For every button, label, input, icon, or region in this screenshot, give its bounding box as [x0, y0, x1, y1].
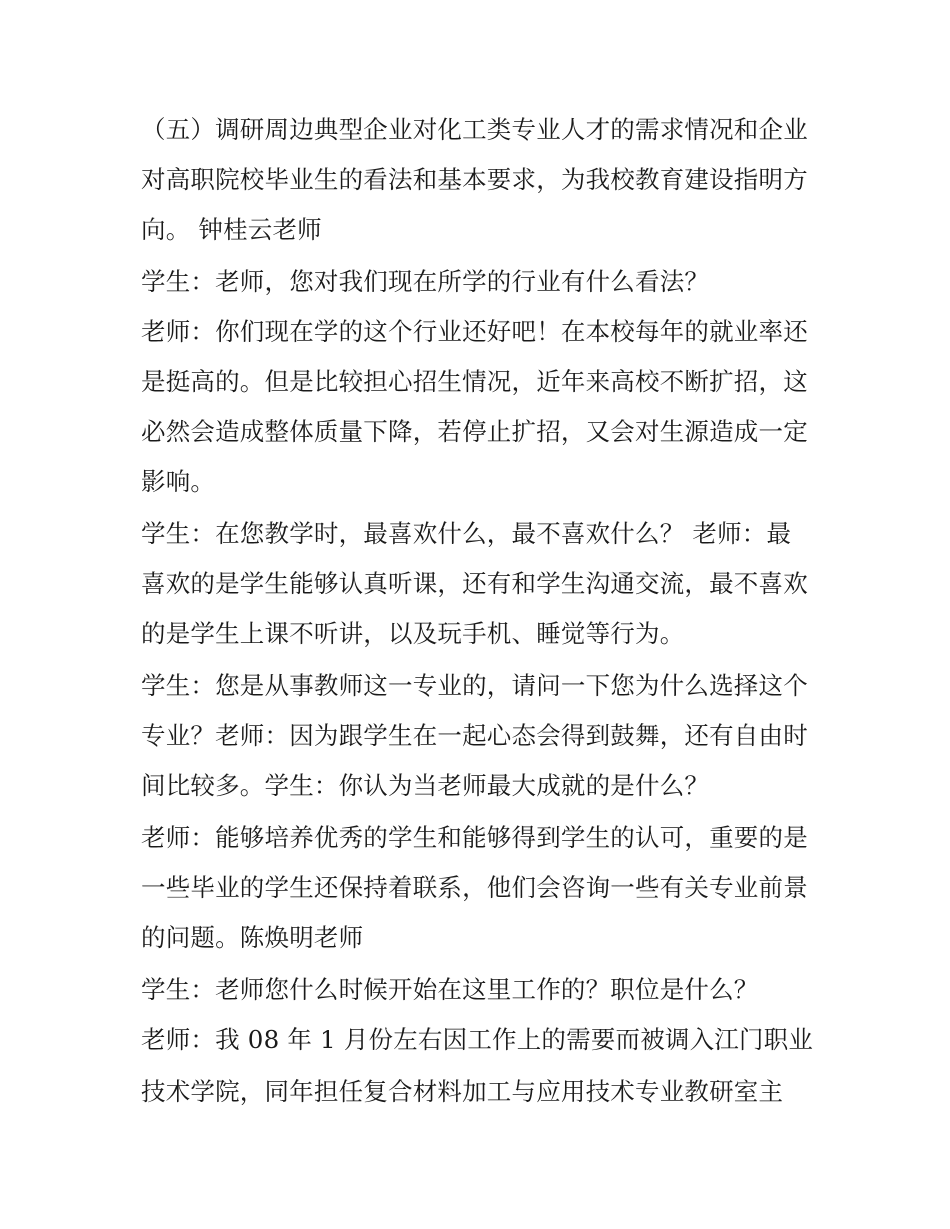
text-line: 喜欢的是学生能够认真听课，还有和学生沟通交流，最不喜欢 [141, 569, 808, 598]
text-line: 老师：你们现在学的这个行业还好吧！在本校每年的就业率还 [141, 317, 808, 346]
text-line: 的是学生上课不听讲，以及玩手机、睡觉等行为。 [141, 619, 685, 648]
text-line: 老师：能够培养优秀的学生和能够得到学生的认可，重要的是 [141, 823, 808, 852]
text-line: 的问题。陈焕明老师 [141, 923, 364, 952]
text-line: 间比较多。学生：你认为当老师最大成就的是什么？ [141, 771, 710, 800]
text-line: 专业？老师：因为跟学生在一起心态会得到鼓舞，还有自由时 [141, 721, 808, 750]
text-line: 学生：老师，您对我们现在所学的行业有什么看法？ [141, 267, 710, 296]
text-line: 向。 钟桂云老师 [141, 215, 322, 244]
text-line: 老师：我 08 年 1 月份左右因工作上的需要而被调入江门职业 [141, 1025, 814, 1054]
text-line: 学生：老师您什么时候开始在这里工作的？职位是什么？ [141, 975, 759, 1004]
text-line: 对高职院校毕业生的看法和基本要求，为我校教育建设指明方 [141, 165, 808, 194]
text-line: （五）调研周边典型企业对化工类专业人才的需求情况和企业 [141, 115, 808, 144]
text-line: 技术学院，同年担任复合材料加工与应用技术专业教研室主 [141, 1077, 784, 1106]
text-line: 学生：您是从事教师这一专业的，请问一下您为什么选择这个 [141, 671, 808, 700]
text-line: 影响。 [141, 467, 216, 496]
text-line: 必然会造成整体质量下降，若停止扩招，又会对生源造成一定 [141, 417, 808, 446]
text-line: 一些毕业的学生还保持着联系，他们会咨询一些有关专业前景 [141, 873, 808, 902]
text-line: 学生：在您教学时，最喜欢什么，最不喜欢什么？ 老师：最 [141, 519, 792, 548]
text-line: 是挺高的。但是比较担心招生情况，近年来高校不断扩招，这 [141, 367, 808, 396]
